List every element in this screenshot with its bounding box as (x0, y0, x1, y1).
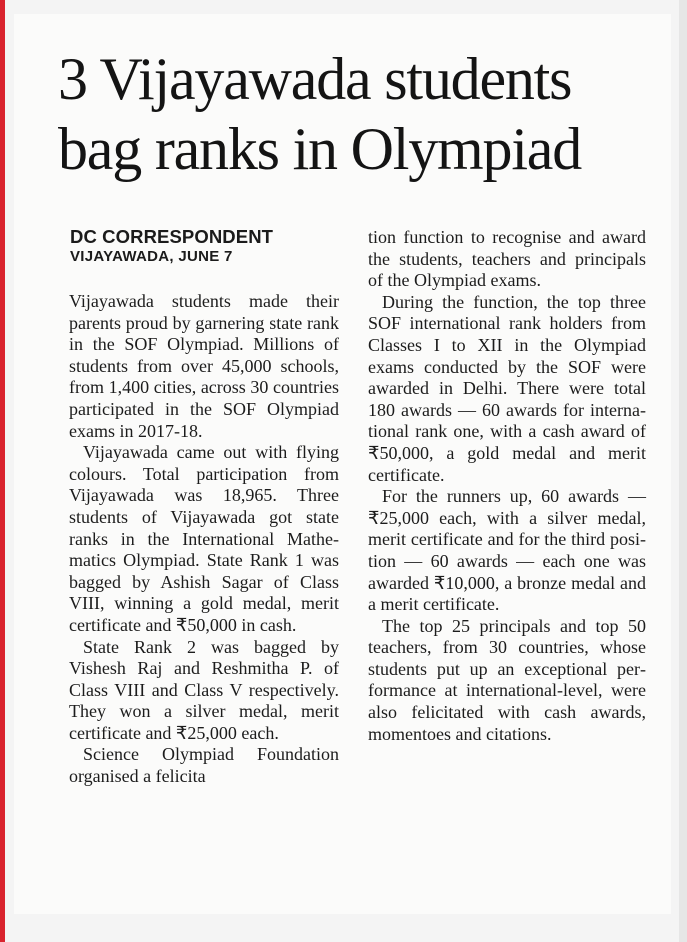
headline-line-1: 3 Vijayawada students (58, 46, 572, 112)
column-2-paragraph-3: For the runners up, 60 awards — ₹25,000 each, with a silver medal, merit certificate and for the third position — 60 awards — each one was awarded ₹10,000, a bronze medal and a merit certificate. (368, 486, 646, 615)
dateline: VIJAYAWADA, JUNE 7 (70, 248, 233, 265)
column-1-paragraph-3: State Rank 2 was bagged by Vishesh Raj and Reshmitha P. of Class VIII and Class V respectively. They won a silver medal, merit certificate and ₹25,000 each. (69, 636, 339, 743)
column-1-paragraph-2: Vijayawada came out with flying colours. Total participation from Vijayawada was 18,965. Three students of Vijayawada got state ranks in the International Mathematics Olympiad. State Rank 1 was bagged by Ashish Sagar of Class VIII, winning a gold medal, merit certificate and ₹50,000 in cash. (69, 442, 339, 635)
headline-line-2: bag ranks in Olympiad (58, 116, 582, 182)
headline (58, 44, 678, 184)
column-1-paragraph-4: Science Olympiad Foundation organised a felicita (69, 744, 339, 787)
column-2-paragraph-1: tion function to recognise and award the students, teachers and principals of the Olympiad exams. (368, 227, 646, 291)
newspaper-clipping (14, 14, 671, 914)
byline-author: DC CORRESPONDENT (70, 226, 274, 247)
column-2-paragraph-2: During the function, the top three SOF international rank holders from Classes I to XII in the Olympiad exams conducted by the SOF were awarded in Delhi. There were total 180 awards — 60 awards for international rank one, with a cash award of ₹50,000, a gold medal and merit certificate. (368, 291, 646, 485)
column-1-paragraph-1: Vijayawada students made their parents proud by garnering state rank in the SOF Olympiad. Millions of students from over 45,000 schools, from 1,400 cities, across 30 countries participated in the SOF Olympiad exams in 2017-18. (69, 291, 339, 441)
column-2-paragraph-4: The top 25 principals and top 50 teachers, from 30 countries, whose students put up an exceptional performance at international-level, were also felicitated with cash awards, momentoes and citations. (368, 615, 646, 744)
byline-block (70, 226, 273, 267)
article-column-2 (368, 227, 646, 745)
article-column-1 (69, 291, 339, 788)
left-edge-strip (0, 0, 5, 942)
right-edge-strip (679, 0, 687, 942)
